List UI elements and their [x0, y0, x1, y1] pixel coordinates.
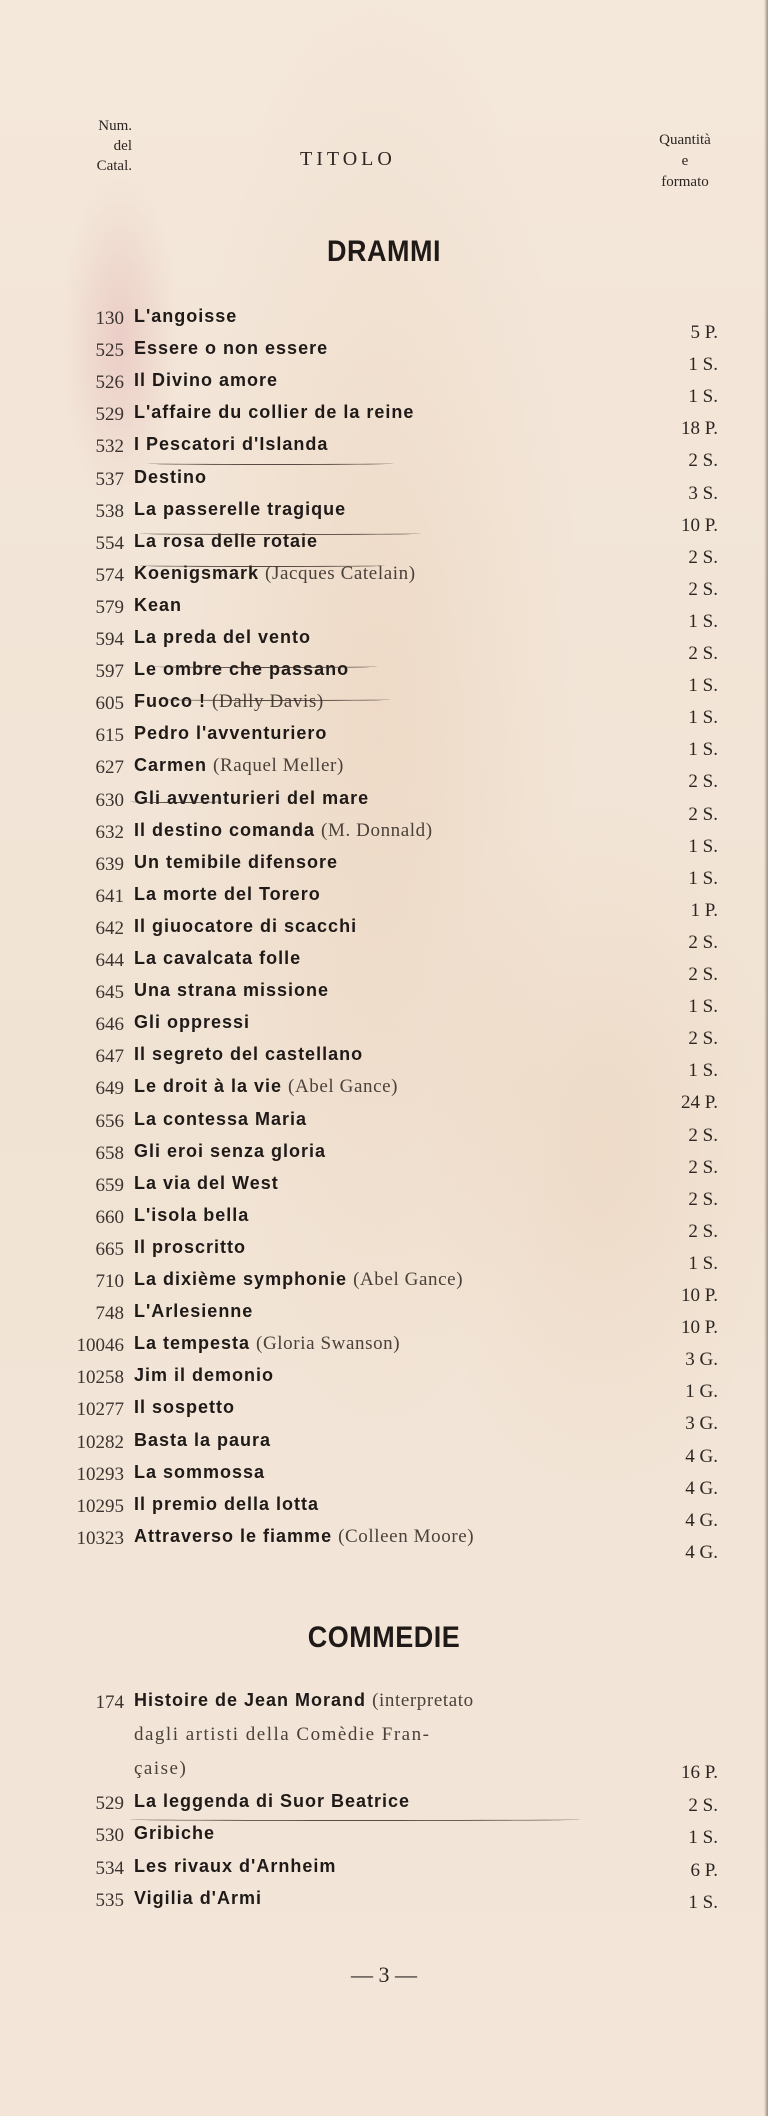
film-title-cell — [134, 338, 328, 359]
film-title: L'affaire du collier de la reine — [134, 402, 415, 423]
film-title: Les rivaux d'Arnheim — [134, 1855, 337, 1876]
quantity-format: 2 S. — [688, 803, 718, 825]
film-title: Le droit à la vie — [134, 1076, 283, 1097]
catalog-row — [0, 1525, 768, 1563]
film-title-cell — [134, 1791, 410, 1812]
catalog-number: 525 — [95, 340, 124, 362]
quantity-format: 4 G. — [685, 1541, 718, 1563]
film-title-cell — [134, 1044, 363, 1065]
catalog-row — [0, 1076, 768, 1114]
pencil-underline — [160, 698, 390, 701]
section-title-drammi: DRAMMI — [327, 234, 441, 268]
catalog-number: 10323 — [76, 1527, 124, 1549]
catalog-number: 615 — [95, 725, 124, 747]
catalog-row — [0, 1108, 768, 1146]
film-title: Attraverso le fiamme — [134, 1525, 333, 1546]
catalog-row — [0, 755, 768, 793]
film-title-cell — [134, 723, 327, 744]
catalog-number: 660 — [95, 1206, 124, 1228]
catalog-row — [0, 466, 768, 504]
quantity-format: 2 S. — [688, 450, 718, 472]
catalog-number: 649 — [95, 1078, 124, 1100]
catalog-number: 659 — [95, 1174, 124, 1196]
film-note: (M. Donnald) — [321, 819, 433, 841]
film-title: La tempesta — [134, 1333, 251, 1354]
quantity-format: 2 S. — [688, 931, 718, 953]
header-num-line-3: Catal. — [96, 158, 132, 174]
film-title-cell — [134, 306, 237, 327]
film-title-cell — [134, 852, 338, 873]
pencil-underline — [130, 1818, 580, 1821]
film-title: La preda del vento — [134, 627, 312, 647]
film-title-cell — [134, 1690, 474, 1712]
film-title-cell — [134, 1269, 463, 1291]
quantity-format: 1 S. — [688, 707, 718, 729]
catalog-number: 656 — [95, 1110, 124, 1132]
catalog-number: 665 — [95, 1238, 124, 1260]
catalog-number: 530 — [95, 1825, 124, 1846]
film-title-cell — [134, 755, 344, 777]
quantity-format: 2 S. — [688, 1188, 718, 1210]
film-title: Un temibile difensore — [134, 851, 339, 872]
catalog-row — [0, 370, 768, 408]
film-title-cell — [134, 499, 346, 520]
film-title-cell — [134, 1462, 265, 1483]
catalog-number: 658 — [95, 1142, 124, 1164]
film-title: Il Divino amore — [134, 370, 279, 391]
quantity-format: 2 S. — [688, 578, 718, 600]
quantity-format: 2 S. — [688, 1124, 718, 1146]
quantity-format: 4 G. — [685, 1509, 718, 1531]
quantity-format: 18 P. — [681, 418, 718, 440]
quantity-format: 3 S. — [688, 482, 718, 504]
quantity-format: 1 S. — [688, 1060, 718, 1082]
catalog-row — [0, 1791, 768, 1821]
film-title-cell — [134, 1494, 319, 1515]
film-title-cell — [134, 434, 328, 455]
catalog-row — [0, 1044, 768, 1082]
film-note: (interpretato — [372, 1690, 474, 1711]
catalog-number: 632 — [95, 821, 124, 843]
film-title: La via del West — [134, 1172, 279, 1193]
catalog-row — [0, 498, 768, 536]
film-title: La leggenda di Suor Beatrice — [134, 1790, 411, 1811]
catalog-row — [0, 1461, 768, 1499]
quantity-format: 1 S. — [688, 610, 718, 632]
catalog-number: 579 — [95, 596, 124, 618]
catalog-row — [0, 434, 768, 472]
film-title: La rosa delle rotaie — [134, 530, 319, 551]
catalog-number: 526 — [95, 372, 124, 394]
catalog-number: 630 — [95, 789, 124, 811]
film-title: Le ombre che passano — [134, 659, 350, 680]
pencil-underline — [140, 532, 420, 535]
catalog-row — [0, 948, 768, 985]
pencil-underline — [148, 462, 393, 465]
catalog-row — [0, 402, 768, 440]
film-title-cell — [134, 1526, 474, 1548]
catalog-row — [0, 1236, 768, 1274]
catalog-row — [0, 1333, 768, 1371]
film-title-cell — [134, 467, 207, 488]
film-title-cell — [134, 1301, 253, 1322]
film-title-cell — [134, 1856, 336, 1877]
film-title: La cavalcata folle — [134, 948, 302, 968]
pencil-underline — [140, 564, 385, 567]
catalog-number: 605 — [95, 693, 124, 715]
film-title-cell — [134, 595, 182, 616]
quantity-format: 6 P. — [690, 1859, 718, 1881]
quantity-format: 1 P. — [690, 899, 718, 921]
film-note: (Abel Gance) — [353, 1269, 464, 1290]
film-title-cell — [134, 659, 349, 680]
catalog-row — [0, 851, 768, 889]
quantity-format: 3 G. — [685, 1413, 718, 1435]
catalog-row — [0, 1888, 768, 1918]
catalog-number: 641 — [95, 885, 124, 907]
catalog-number: 529 — [95, 404, 124, 426]
column-header-num — [82, 116, 132, 176]
film-title: Gli eroi senza gloria — [134, 1140, 327, 1161]
catalog-number: 647 — [95, 1046, 124, 1068]
catalog-number: 627 — [95, 757, 124, 779]
catalog-number: 597 — [95, 661, 124, 683]
quantity-format: 1 S. — [688, 1892, 718, 1913]
film-title-cell — [134, 1012, 250, 1033]
film-title-cell — [134, 402, 414, 423]
film-title-cell — [134, 1333, 400, 1355]
film-title: L'Arlesienne — [134, 1301, 254, 1322]
catalog-number: 644 — [95, 950, 124, 971]
catalog-number: 535 — [95, 1890, 124, 1911]
film-title: La dixième symphonie — [134, 1269, 348, 1289]
column-header-qty — [640, 130, 730, 193]
catalog-number: 537 — [95, 468, 124, 490]
catalog-number: 710 — [95, 1271, 124, 1292]
catalog-row — [0, 883, 768, 921]
film-title: La morte del Torero — [134, 883, 321, 904]
quantity-format: 24 P. — [681, 1092, 718, 1114]
catalog-row — [0, 1301, 768, 1339]
film-title-cell — [134, 1141, 326, 1162]
catalog-row — [0, 1823, 768, 1853]
film-title-cell — [134, 691, 324, 713]
quantity-format: 10 P. — [681, 1317, 718, 1339]
catalog-row — [0, 1493, 768, 1531]
film-note: (Dally Davis) — [212, 691, 324, 713]
film-title-cell — [134, 884, 321, 905]
catalog-number: 174 — [95, 1692, 124, 1713]
quantity-format: 4 G. — [685, 1477, 718, 1499]
catalog-row — [0, 338, 768, 376]
film-title: Gribiche — [134, 1823, 216, 1843]
film-note-continuation: dagli artisti della Comèdie Fran- — [134, 1724, 431, 1745]
catalog-number: 534 — [95, 1857, 124, 1879]
quantity-format: 2 S. — [688, 964, 718, 985]
quantity-format: 2 S. — [688, 643, 718, 664]
film-title: Histoire de Jean Morand — [134, 1690, 367, 1710]
catalog-number: 10046 — [76, 1335, 124, 1357]
film-title: Vigilia d'Armi — [134, 1888, 262, 1908]
film-title-cell — [134, 1109, 307, 1130]
quantity-format: 2 S. — [688, 771, 718, 793]
film-title-cell — [134, 1365, 274, 1386]
film-title: Destino — [134, 466, 208, 487]
quantity-format: 10 P. — [681, 514, 718, 536]
film-title-cell — [134, 1397, 235, 1418]
film-title-cell — [134, 1173, 279, 1194]
quantity-format: 3 G. — [685, 1349, 718, 1371]
film-title: La passerelle tragique — [134, 498, 347, 519]
catalog-number: 538 — [95, 500, 124, 522]
catalog-number: 10282 — [76, 1431, 124, 1453]
catalog-row — [0, 1690, 768, 1783]
quantity-format: 1 S. — [688, 867, 718, 889]
quantity-format: 5 P. — [690, 322, 718, 343]
film-title-cell — [134, 788, 369, 809]
film-title-cell — [134, 1430, 271, 1451]
section-title-commedie: COMMEDIE — [307, 1620, 461, 1654]
quantity-format: 4 G. — [685, 1445, 718, 1467]
film-title: Kean — [134, 594, 183, 615]
catalog-number: 639 — [95, 853, 124, 875]
film-title: Carmen — [134, 755, 208, 776]
pencil-underline — [130, 800, 222, 803]
catalog-row — [0, 594, 768, 632]
film-title: Il segreto del castellano — [134, 1044, 364, 1065]
catalog-number: 10258 — [76, 1367, 124, 1389]
film-title-cell — [134, 1076, 398, 1098]
film-title: Gli avventurieri del mare — [134, 787, 370, 808]
film-title: Una strana missione — [134, 980, 330, 1001]
catalog-number: 130 — [95, 308, 124, 329]
film-title: La contessa Maria — [134, 1108, 308, 1129]
film-title: Pedro l'avventuriero — [134, 723, 328, 744]
film-title-cell — [134, 1205, 249, 1226]
quantity-format: 1 S. — [688, 739, 718, 761]
column-header-title: TITOLO — [300, 148, 396, 170]
catalog-number: 645 — [95, 982, 124, 1004]
film-title-cell — [134, 820, 433, 842]
catalog-row — [0, 659, 768, 697]
quantity-format: 2 S. — [688, 1028, 718, 1050]
catalog-row — [0, 562, 768, 600]
film-title-cell — [134, 627, 311, 648]
quantity-format: 1 S. — [688, 386, 718, 408]
film-title-cell — [134, 370, 278, 391]
catalog-number: 594 — [95, 629, 124, 650]
film-note: (Jacques Catelain) — [265, 562, 416, 584]
catalog-number: 10295 — [76, 1495, 124, 1517]
catalog-row — [0, 787, 768, 825]
catalog-row — [0, 1172, 768, 1210]
catalog-row — [0, 819, 768, 857]
film-title: Gli oppressi — [134, 1012, 251, 1033]
header-num-line-2: del — [113, 138, 132, 154]
quantity-format: 2 S. — [688, 1794, 718, 1816]
catalog-row — [0, 915, 768, 953]
catalog-row — [0, 1269, 768, 1306]
catalog-number: 10277 — [76, 1399, 124, 1421]
quantity-format: 1 S. — [688, 1252, 718, 1274]
quantity-format: 10 P. — [681, 1285, 718, 1306]
page-number: — 3 — — [351, 1962, 417, 1987]
header-qty-line-2: e — [681, 153, 689, 169]
film-title: L'angoisse — [134, 306, 238, 326]
catalog-number: 554 — [95, 532, 124, 554]
catalog-number: 574 — [95, 564, 124, 586]
film-title-cell — [134, 916, 357, 937]
film-title: Basta la paura — [134, 1429, 272, 1450]
film-title-cell — [134, 1237, 246, 1258]
header-num-line-1: Num. — [98, 118, 132, 134]
pencil-underline — [152, 665, 377, 668]
film-title-cell — [134, 980, 329, 1001]
film-title-cell — [134, 1823, 215, 1844]
film-title: I Pescatori d'Islanda — [134, 434, 329, 455]
film-title: Il destino comanda — [134, 819, 316, 840]
catalog-row — [0, 1204, 768, 1242]
quantity-format: 1 S. — [688, 1827, 718, 1848]
quantity-format: 2 S. — [688, 546, 718, 568]
film-note-continuation: çaise) — [134, 1758, 188, 1779]
catalog-number: 646 — [95, 1014, 124, 1036]
film-note: (Abel Gance) — [288, 1076, 399, 1098]
header-qty-line-3: formato — [661, 174, 709, 190]
quantity-format: 2 S. — [688, 1156, 718, 1178]
catalog-row — [0, 1429, 768, 1467]
film-title: Jim il demonio — [134, 1365, 275, 1386]
film-note: (Raquel Meller) — [213, 755, 344, 777]
film-title: Il premio della lotta — [134, 1493, 320, 1514]
film-title: Il sospetto — [134, 1397, 236, 1418]
catalog-number: 642 — [95, 917, 124, 939]
catalog-number: 10293 — [76, 1463, 124, 1485]
catalog-row — [0, 1012, 768, 1050]
catalog-row — [0, 306, 768, 343]
film-title: L'isola bella — [134, 1204, 250, 1225]
quantity-format: 1 S. — [688, 835, 718, 857]
quantity-format: 2 S. — [688, 1220, 718, 1242]
quantity-format: 1 G. — [685, 1381, 718, 1403]
quantity-format: 1 S. — [688, 996, 718, 1018]
film-title-cell — [134, 948, 301, 969]
catalog-row — [0, 530, 768, 568]
film-title: La sommossa — [134, 1461, 266, 1482]
catalog-number: 748 — [95, 1303, 124, 1325]
catalog-row — [0, 1397, 768, 1435]
catalog-row — [0, 691, 768, 729]
film-note: (Gloria Swanson) — [256, 1333, 401, 1355]
film-title: Fuoco ! — [134, 691, 206, 712]
catalog-row — [0, 980, 768, 1018]
catalog-row — [0, 723, 768, 761]
header-qty-line-1: Quantità — [659, 132, 711, 148]
film-title: Il giuocatore di scacchi — [134, 915, 358, 936]
quantity-format: 1 S. — [688, 675, 718, 697]
catalog-row — [0, 627, 768, 664]
catalog-row — [0, 1365, 768, 1403]
film-title-cell — [134, 1888, 262, 1909]
quantity-format: 16 P. — [681, 1762, 718, 1783]
catalog-number: 532 — [95, 436, 124, 458]
film-title: Koenigsmark — [134, 562, 260, 583]
film-title: Essere o non essere — [134, 338, 329, 359]
catalog-number: 529 — [95, 1792, 124, 1814]
catalog-row — [0, 1140, 768, 1178]
catalog-row — [0, 1856, 768, 1886]
film-title: Il proscritto — [134, 1236, 247, 1257]
quantity-format: 1 S. — [688, 354, 718, 376]
film-note: (Colleen Moore) — [338, 1525, 475, 1547]
